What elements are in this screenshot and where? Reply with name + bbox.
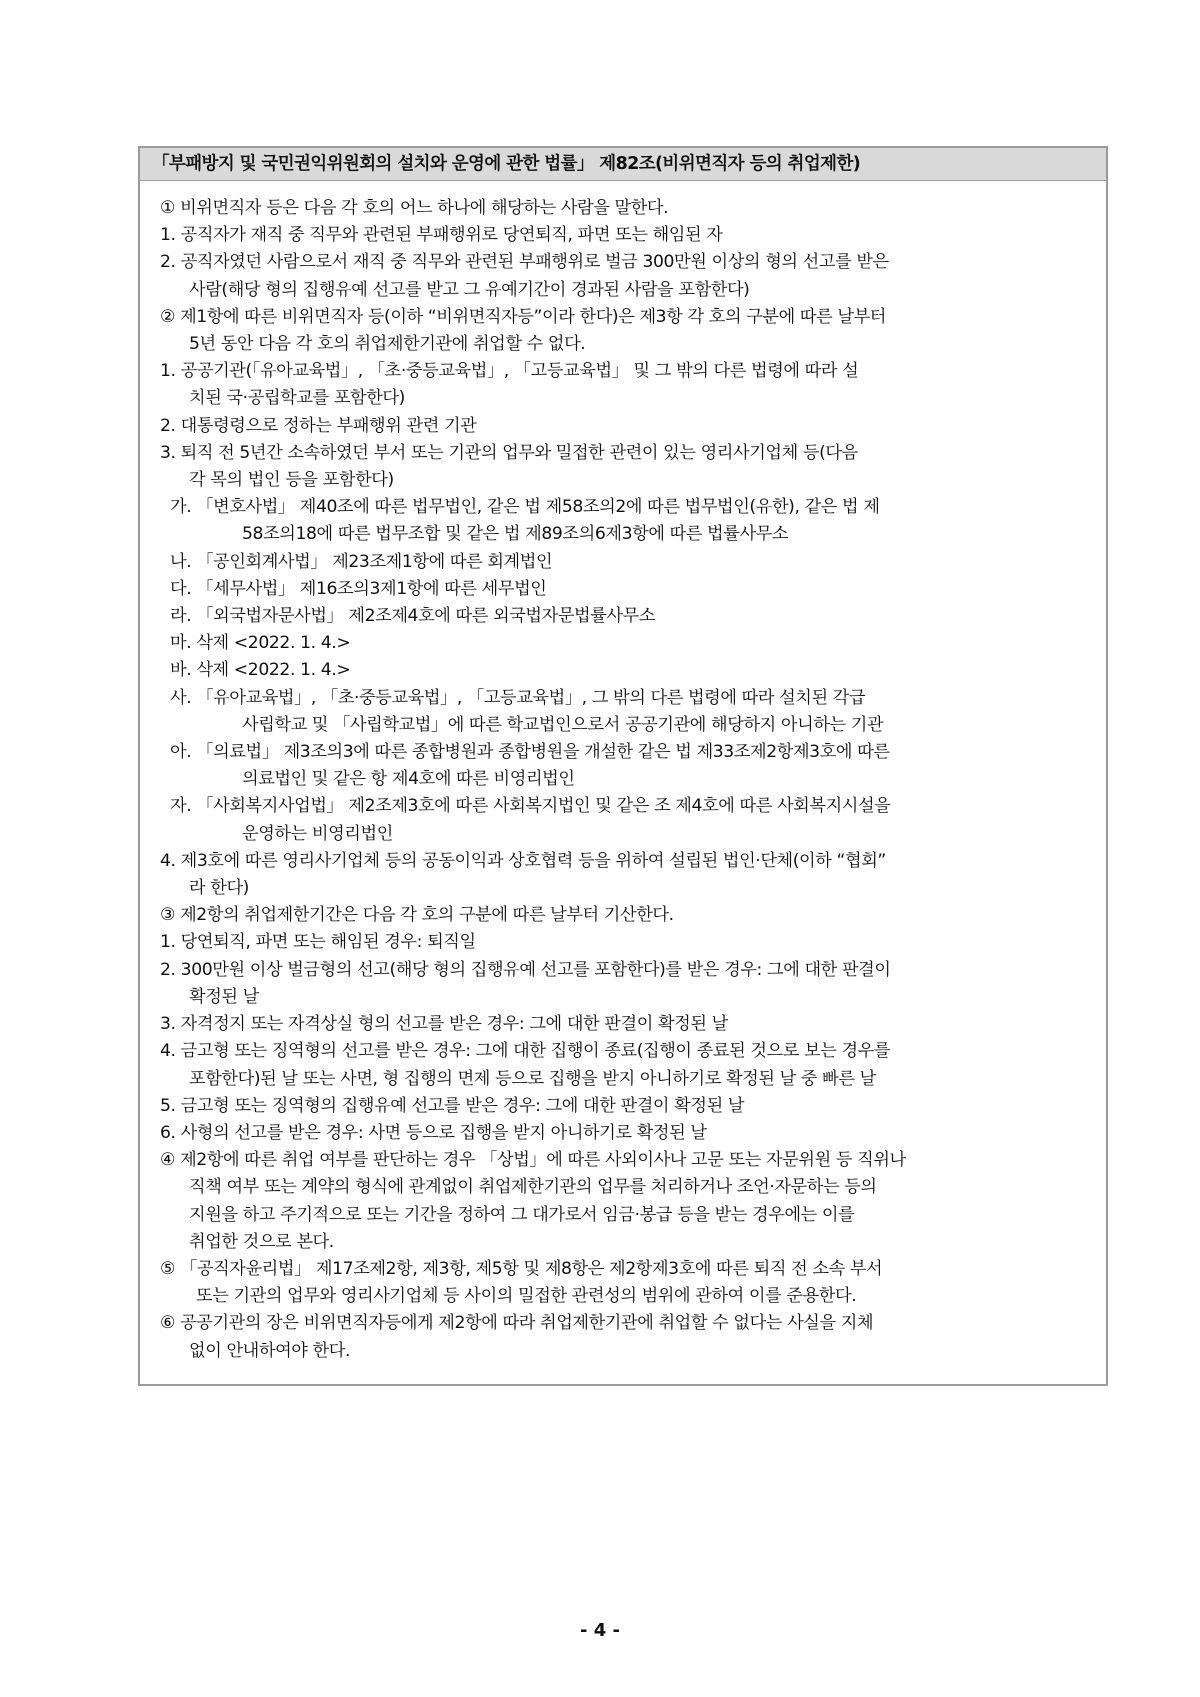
article-line: ③ 제2항의 취업제한기간은 다음 각 호의 구분에 따른 날부터 기산한다. <box>160 905 674 926</box>
article-line: 없이 안내하여야 한다. <box>189 1340 351 1361</box>
article-line: 1. 공직자가 재직 중 직무와 관련된 부패행위로 당연퇴직, 파면 또는 해임된 자 <box>160 225 723 246</box>
page-number: - 4 - <box>580 1620 620 1641</box>
article-line: ② 제1항에 따른 비위면직자 등(이하 “비위면직자등”이라 한다)은 제3항 각 호의 구분에 따른 날부터 <box>160 306 886 327</box>
article-line: 사립학교 및 「사립학교법」에 따른 학교법인으로서 공공기관에 해당하지 아니하는 기관 <box>242 714 884 735</box>
article-line: ⑤ 「공직자윤리법」 제17조제2항, 제3항, 제5항 및 제8항은 제2항제3호에 따른 퇴직 전 소속 부서 <box>160 1258 883 1279</box>
article-line: 운영하는 비영리법인 <box>242 823 393 844</box>
article-line: 사람(해당 형의 집행유예 선고를 받고 그 유예기간이 경과된 사람을 포함한다) <box>189 279 750 300</box>
article-line: 1. 당연퇴직, 파면 또는 해임된 경우: 퇴직일 <box>160 932 476 953</box>
article-line: 또는 기관의 업무와 영리사기업체 등 사이의 밀접한 관련성의 범위에 관하여 이를 준용한다. <box>196 1286 857 1307</box>
article-line: 각 목의 법인 등을 포함한다) <box>189 470 394 491</box>
article-line: 바. 삭제 <2022. 1. 4.> <box>170 660 351 681</box>
article-title: 「부패방지 및 국민권익위원회의 설치와 운영에 관한 법률」 제82조(비위면직자 등의 취업제한) <box>140 148 1106 181</box>
article-line: 사. 「유아교육법」, 「초·중등교육법」, 「고등교육법」, 그 밖의 다른 법령에 따라 설치된 각급 <box>170 687 866 708</box>
article-line: 라 한다) <box>189 878 249 899</box>
article-line: 2. 공직자였던 사람으로서 재직 중 직무와 관련된 부패행위로 벌금 300만원 이상의 형의 선고를 받은 <box>160 252 889 273</box>
article-line: ① 비위면직자 등은 다음 각 호의 어느 하나에 해당하는 사람을 말한다. <box>160 198 669 218</box>
article-line: 확정된 날 <box>189 986 259 1007</box>
article-line: 6. 사형의 선고를 받은 경우: 사면 등으로 집행을 받지 아니하기로 확정된 날 <box>160 1122 707 1143</box>
article-line: 3. 자격정지 또는 자격상실 형의 선고를 받은 경우: 그에 대한 판결이 확정된 날 <box>160 1014 728 1035</box>
article-line: 58조의18에 따른 법무조합 및 같은 법 제89조의6제3항에 따른 법률사무소 <box>242 524 789 545</box>
article-line: 나. 「공인회계사법」 제23조제1항에 따른 회계법인 <box>170 551 553 572</box>
article-line: 라. 「외국법자문사법」 제2조제4호에 따른 외국법자문법률사무소 <box>170 606 656 627</box>
law-article-box <box>138 146 1108 1386</box>
article-line: 포함한다)된 날 또는 사면, 형 집행의 면제 등으로 집행을 받지 아니하기로 확정된 날 중 빠른 날 <box>189 1068 876 1089</box>
article-line: 5년 동안 다음 각 호의 취업제한기관에 취업할 수 없다. <box>189 334 586 355</box>
article-line: 자. 「사회복지사업법」 제2조제3호에 따른 사회복지법인 및 같은 조 제4호에 따른 사회복지시설을 <box>170 796 891 817</box>
article-line: 의료법인 및 같은 항 제4호에 따른 비영리법인 <box>242 769 575 790</box>
article-line: 3. 퇴직 전 5년간 소속하였던 부서 또는 기관의 업무와 밀접한 관련이 있는 영리사기업체 등(다음 <box>160 442 858 463</box>
article-line: 1. 공공기관(「유아교육법」, 「초·중등교육법」, 「고등교육법」 및 그 밖의 다른 법령에 따라 설 <box>160 361 859 382</box>
article-line: 2. 300만원 이상 벌금형의 선고(해당 형의 집행유예 선고를 포함한다)를 받은 경우: 그에 대한 판결이 <box>160 959 891 980</box>
article-line: 가. 「변호사법」 제40조에 따른 법무법인, 같은 법 제58조의2에 따른 법무법인(유한), 같은 법 제 <box>170 497 880 518</box>
article-line: 아. 「의료법」 제3조의3에 따른 종합병원과 종합병원을 개설한 같은 법 제33조제2항제3호에 따른 <box>170 742 890 763</box>
article-line: 4. 금고형 또는 징역형의 선고를 받은 경우: 그에 대한 집행이 종료(집행이 종료된 것으로 보는 경우를 <box>160 1041 891 1062</box>
article-line: ⑥ 공공기관의 장은 비위면직자등에게 제2항에 따라 취업제한기관에 취업할 수 없다는 사실을 지체 <box>160 1313 874 1334</box>
article-line: 2. 대통령령으로 정하는 부패행위 관련 기관 <box>160 415 477 436</box>
article-body <box>140 181 1106 1365</box>
article-line: 5. 금고형 또는 징역형의 집행유예 선고를 받은 경우: 그에 대한 판결이 확정된 날 <box>160 1095 745 1116</box>
article-line: ④ 제2항에 따른 취업 여부를 판단하는 경우 「상법」에 따른 사외이사나 고문 또는 자문위원 등 직위나 <box>160 1150 906 1171</box>
article-line: 마. 삭제 <2022. 1. 4.> <box>170 633 351 654</box>
article-line: 직책 여부 또는 계약의 형식에 관계없이 취업제한기관의 업무를 처리하거나 조언·자문하는 등의 <box>189 1177 877 1198</box>
article-line: 취업한 것으로 본다. <box>189 1231 334 1252</box>
article-line: 4. 제3호에 따른 영리사기업체 등의 공동이익과 상호협력 등을 위하여 설립된 법인·단체(이하 “협회” <box>160 850 886 871</box>
article-line: 지원을 하고 주기적으로 또는 기간을 정하여 그 대가로서 임금·봉급 등을 받는 경우에는 이를 <box>189 1204 855 1225</box>
article-line: 다. 「세무사법」 제16조의3제1항에 따른 세무법인 <box>170 578 547 599</box>
article-line: 치된 국·공립학교를 포함한다) <box>189 388 405 409</box>
